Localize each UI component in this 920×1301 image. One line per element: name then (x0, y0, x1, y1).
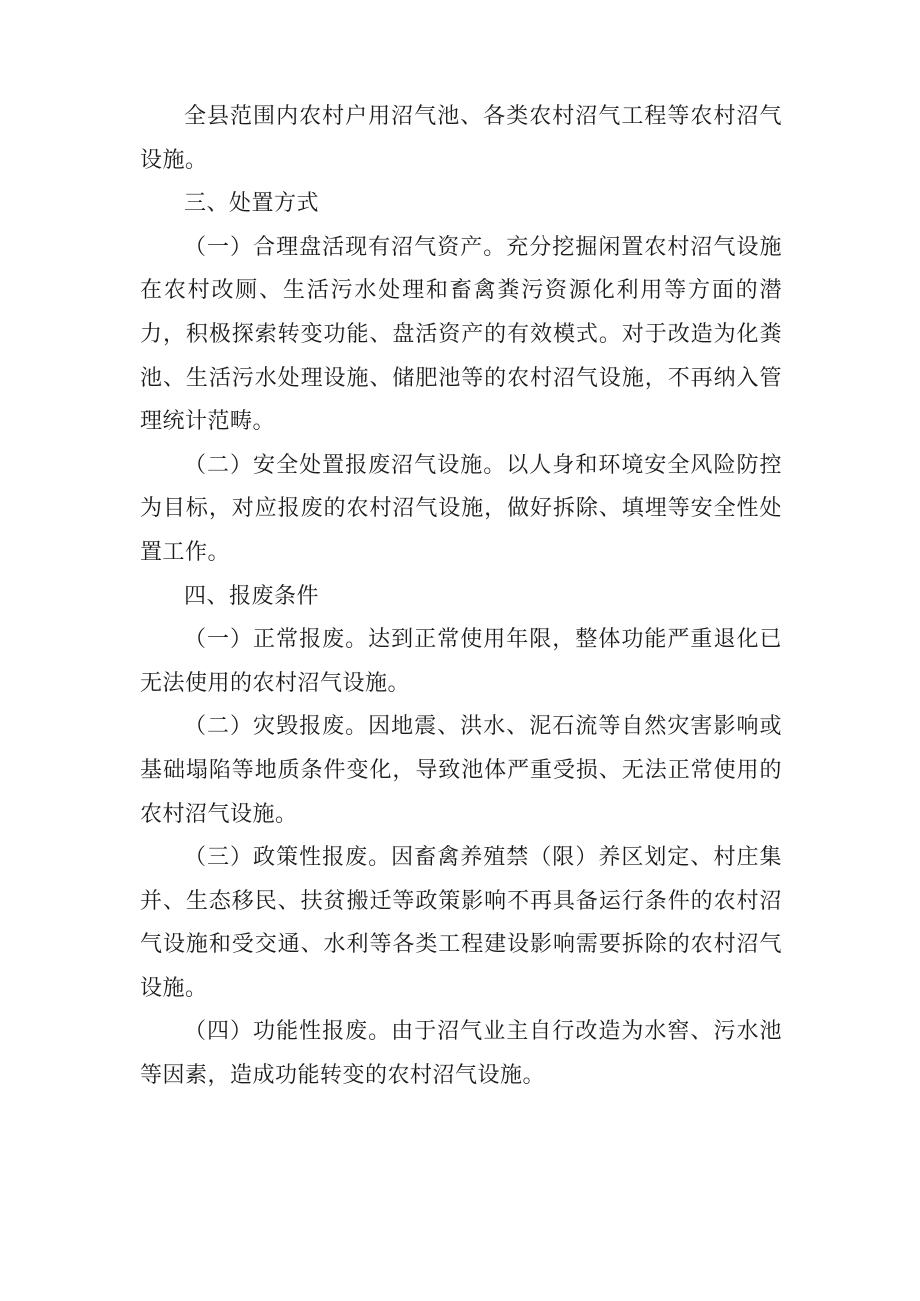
paragraph-scope: 全县范围内农村户用沼气池、各类农村沼气工程等农村沼气设施。 (140, 104, 782, 173)
document-body (140, 95, 782, 1098)
paragraph-safe-disposal: （二）安全处置报废沼气设施。以人身和环境安全风险防控为目标，对应报废的农村沼气设施，做好拆除、填埋等安全性处置工作。 (140, 452, 782, 565)
paragraph-disaster-scrap: （二）灾毁报废。因地震、洪水、泥石流等自然灾害影响或基础塌陷等地质条件变化，导致池体严重受损、无法正常使用的农村沼气设施。 (140, 714, 782, 827)
section-heading-scrap-conditions: 四、报废条件 (184, 583, 320, 609)
paragraph-revitalize-assets: （一）合理盘活现有沼气资产。充分挖掘闲置农村沼气设施在农村改厕、生活污水处理和畜禽粪污资源化利用等方面的潜力，积极探索转变功能、盘活资产的有效模式。对于改造为化粪池、生活污水处理设施、储肥池等的农村沼气设施，不再纳入管理统计范畴。 (140, 234, 782, 435)
paragraph-policy-scrap: （三）政策性报废。因畜禽养殖禁（限）养区划定、村庄集并、生态移民、扶贫搬迁等政策影响不再具备运行条件的农村沼气设施和受交通、水利等各类工程建设影响需要拆除的农村沼气设施。 (140, 845, 782, 1001)
section-heading-disposal-method: 三、处置方式 (184, 191, 320, 217)
paragraph-normal-scrap: （一）正常报废。达到正常使用年限，整体功能严重退化已无法使用的农村沼气设施。 (140, 627, 782, 696)
paragraph-functional-scrap: （四）功能性报废。由于沼气业主自行改造为水窖、污水池等因素，造成功能转变的农村沼气设施。 (140, 1019, 782, 1089)
